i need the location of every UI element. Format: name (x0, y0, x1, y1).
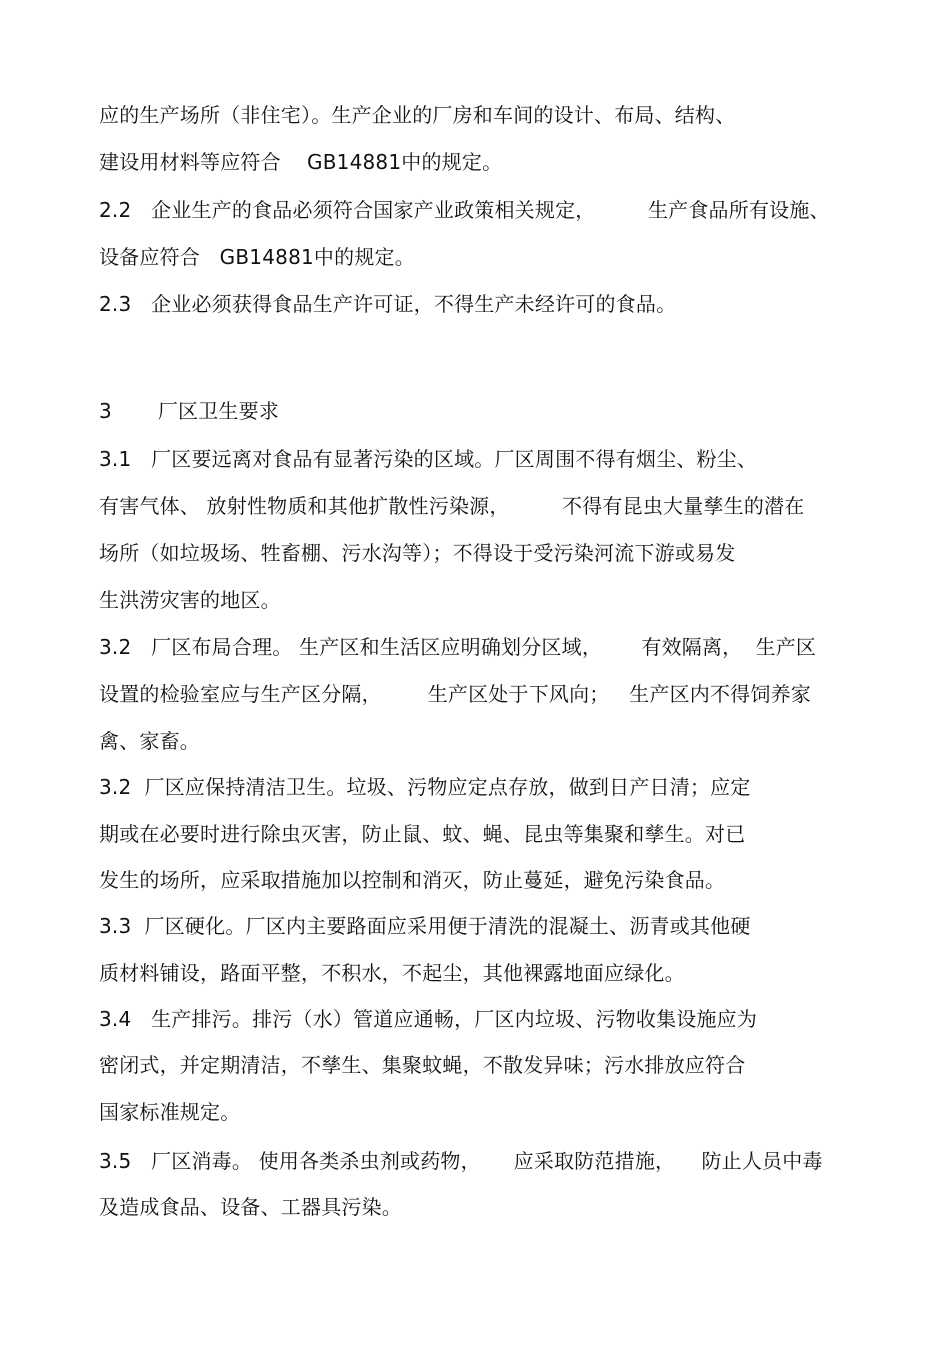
text-line: 国家标准规定。 (99, 1100, 241, 1124)
text-line: 质材料铺设，路面平整，不积水，不起尘，其他裸露地面应绿化。 (99, 961, 685, 985)
text-line: 3.3 厂区硬化。厂区内主要路面应采用便于清洗的混凝土、沥青或其他硬 (99, 914, 751, 938)
text-line: 设备应符合 GB14881中的规定。 (99, 245, 415, 269)
text-line: 有害气体、 放射性物质和其他扩散性污染源， 不得有昆虫大量孳生的潜在 (99, 494, 805, 518)
text-line: 3.4 生产排污。排污（水）管道应通畅，厂区内垃圾、污物收集设施应为 (99, 1007, 758, 1031)
text-line: 3.5 厂区消毒。 使用各类杀虫剂或药物， 应采取防范措施， 防止人员中毒 (99, 1149, 823, 1173)
text-line: 场所（如垃圾场、牲畜棚、污水沟等）；不得设于受污染河流下游或易发 (99, 541, 736, 565)
section-heading: 3 厂区卫生要求 (99, 399, 280, 423)
text-line: 3.2 厂区布局合理。 生产区和生活区应明确划分区域， 有效隔离， 生产区 (99, 635, 817, 659)
text-line: 3.2 厂区应保持清洁卫生。垃圾、污物应定点存放，做到日产日清；应定 (99, 775, 751, 799)
text-line: 2.2 企业生产的食品必须符合国家产业政策相关规定， 生产食品所有设施、 (99, 198, 830, 222)
text-line: 2.3 企业必须获得食品生产许可证，不得生产未经许可的食品。 (99, 292, 677, 316)
text-line: 及造成食品、设备、工器具污染。 (99, 1195, 402, 1219)
text-line: 发生的场所，应采取措施加以控制和消灭，防止蔓延，避免污染食品。 (99, 868, 726, 892)
text-line: 应的生产场所（非住宅）。生产企业的厂房和车间的设计、布局、结构、 (99, 103, 736, 127)
text-line: 设置的检验室应与生产区分隔， 生产区处于下风向； 生产区内不得饲养家 (99, 682, 811, 706)
text-line: 生洪涝灾害的地区。 (99, 588, 281, 612)
text-line: 密闭式，并定期清洁，不孳生、集聚蚊蝇，不散发异味；污水排放应符合 (99, 1053, 746, 1077)
text-line: 3.1 厂区要远离对食品有显著污染的区域。厂区周围不得有烟尘、粉尘、 (99, 447, 758, 471)
text-line: 建设用材料等应符合 GB14881中的规定。 (99, 150, 503, 174)
text-line: 期或在必要时进行除虫灭害，防止鼠、蚊、蝇、昆虫等集聚和孳生。对已 (99, 822, 746, 846)
text-line: 禽、家畜。 (99, 729, 200, 753)
